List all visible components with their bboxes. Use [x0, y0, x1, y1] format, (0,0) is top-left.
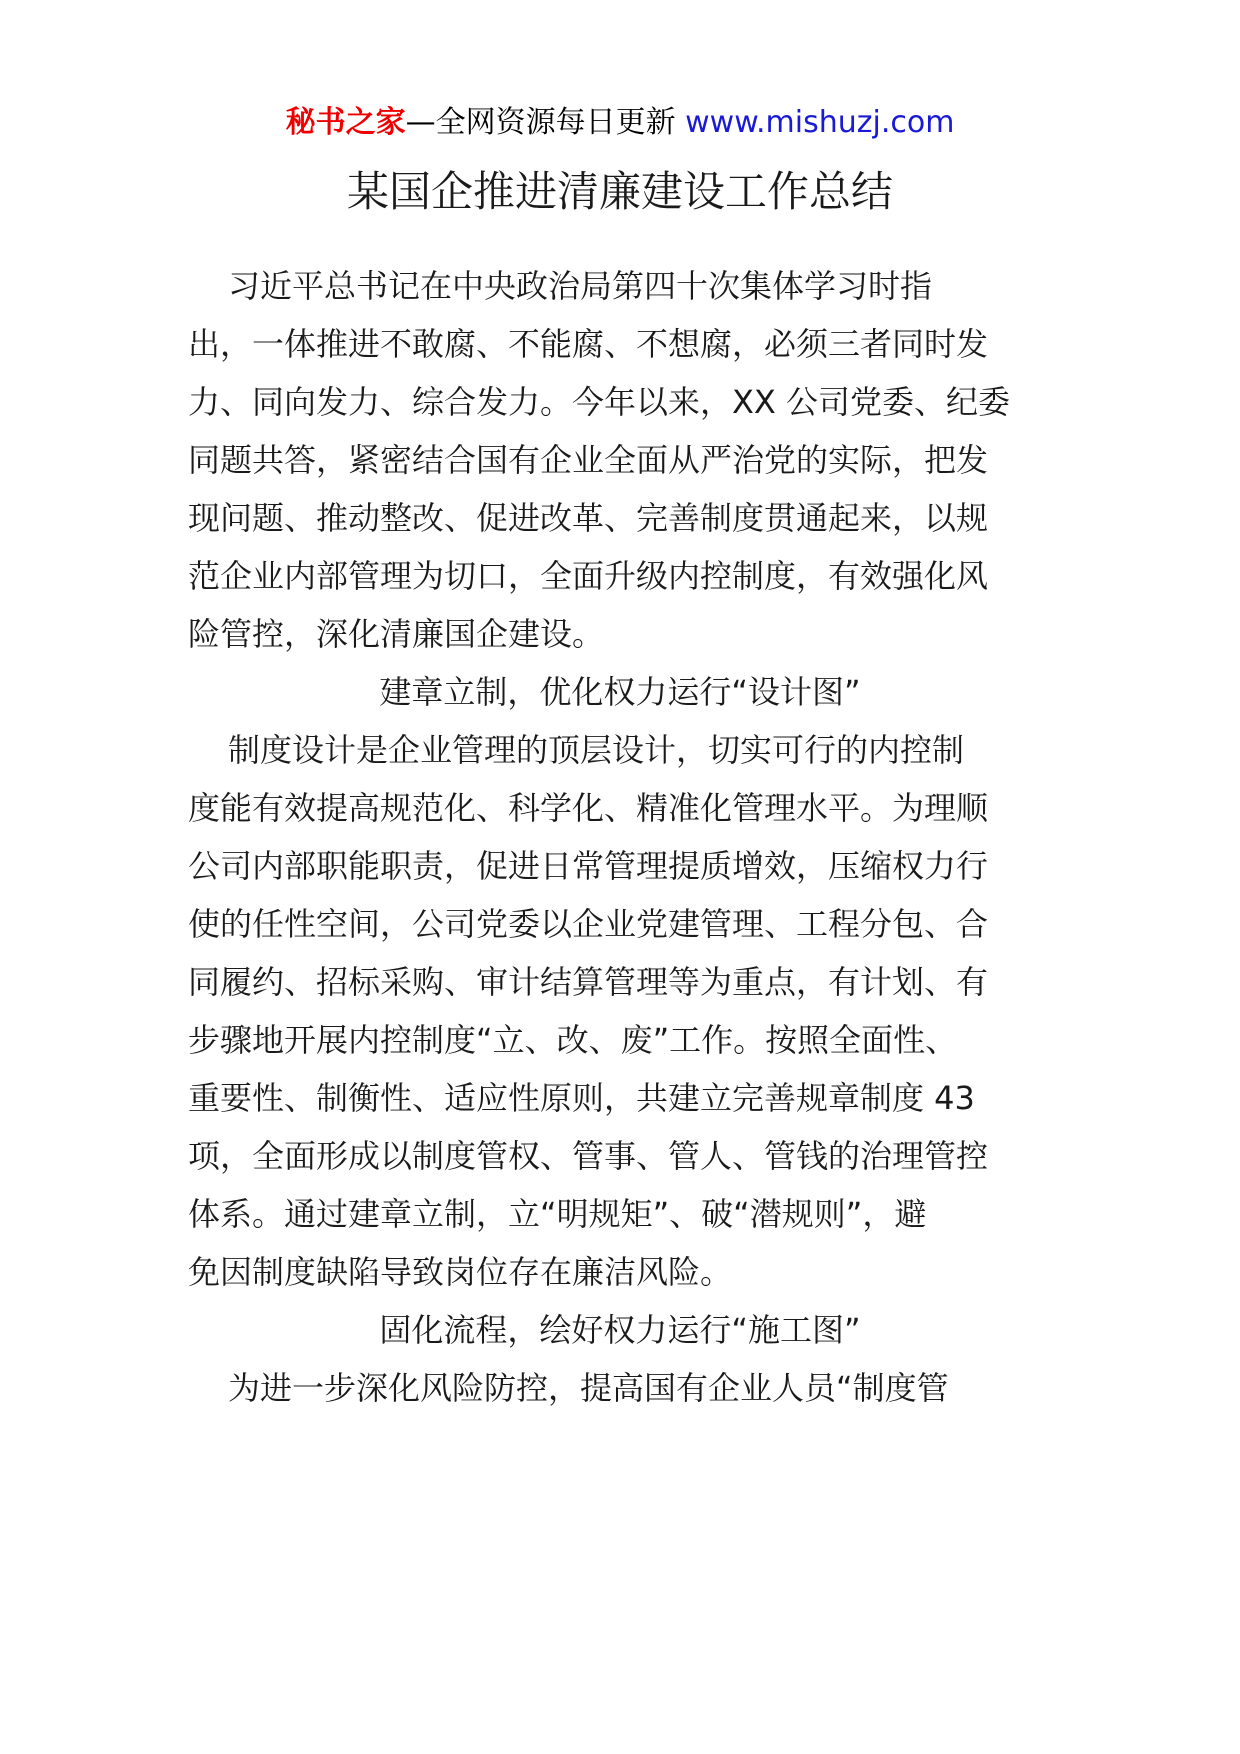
paragraph-line: 险管控，深化清廉国企建设。 — [188, 615, 605, 653]
paragraph-line: 使的任性空间，公司党委以企业党建管理、工程分包、合 — [188, 905, 989, 943]
paragraph-line: 公司内部职能职责，促进日常管理提质增效，压缩权力行 — [188, 847, 989, 885]
document-title: 某国企推进清廉建设工作总结 — [346, 167, 893, 216]
paragraph-line: 体系。通过建章立制，立“明规矩”、破“潜规则”，避 — [188, 1195, 927, 1233]
paragraph-line: 力、同向发力、综合发力。今年以来，XX 公司党委、纪委 — [188, 383, 1011, 421]
paragraph-line: 范企业内部管理为切口，全面升级内控制度，有效强化风 — [188, 557, 989, 595]
paragraph-line: 步骤地开展内控制度“立、改、废”工作。按照全面性、 — [188, 1021, 958, 1059]
paragraph-line: 现问题、推动整改、促进改革、完善制度贯通起来，以规 — [188, 499, 989, 537]
paragraph-line: 制度设计是企业管理的顶层设计，切实可行的内控制 — [228, 731, 965, 769]
site-header — [0, 101, 1240, 145]
section-heading: 固化流程，绘好权力运行“施工图” — [379, 1311, 861, 1349]
paragraph-line: 度能有效提高规范化、科学化、精准化管理水平。为理顺 — [188, 789, 989, 827]
section-heading: 建章立制，优化权力运行“设计图” — [379, 673, 861, 711]
site-tagline: —全网资源每日更新 — [405, 105, 676, 140]
paragraph-line: 习近平总书记在中央政治局第四十次集体学习时指 — [228, 267, 933, 305]
paragraph-line: 免因制度缺陷导致岗位存在廉洁风险。 — [188, 1253, 733, 1291]
paragraph-line: 出，一体推进不敢腐、不能腐、不想腐，必须三者同时发 — [188, 325, 989, 363]
paragraph-line: 为进一步深化风险防控，提高国有企业人员“制度管 — [228, 1369, 949, 1407]
site-name: 秘书之家 — [285, 105, 406, 140]
paragraph-line: 同题共答，紧密结合国有企业全面从严治党的实际，把发 — [188, 441, 989, 479]
paragraph-line: 重要性、制衡性、适应性原则，共建立完善规章制度 43 — [188, 1079, 975, 1117]
paragraph-line: 项，全面形成以制度管权、管事、管人、管钱的治理管控 — [188, 1137, 989, 1175]
site-url-link[interactable]: www.mishuzj.com — [685, 105, 955, 140]
paragraph-line: 同履约、招标采购、审计结算管理等为重点，有计划、有 — [188, 963, 989, 1001]
